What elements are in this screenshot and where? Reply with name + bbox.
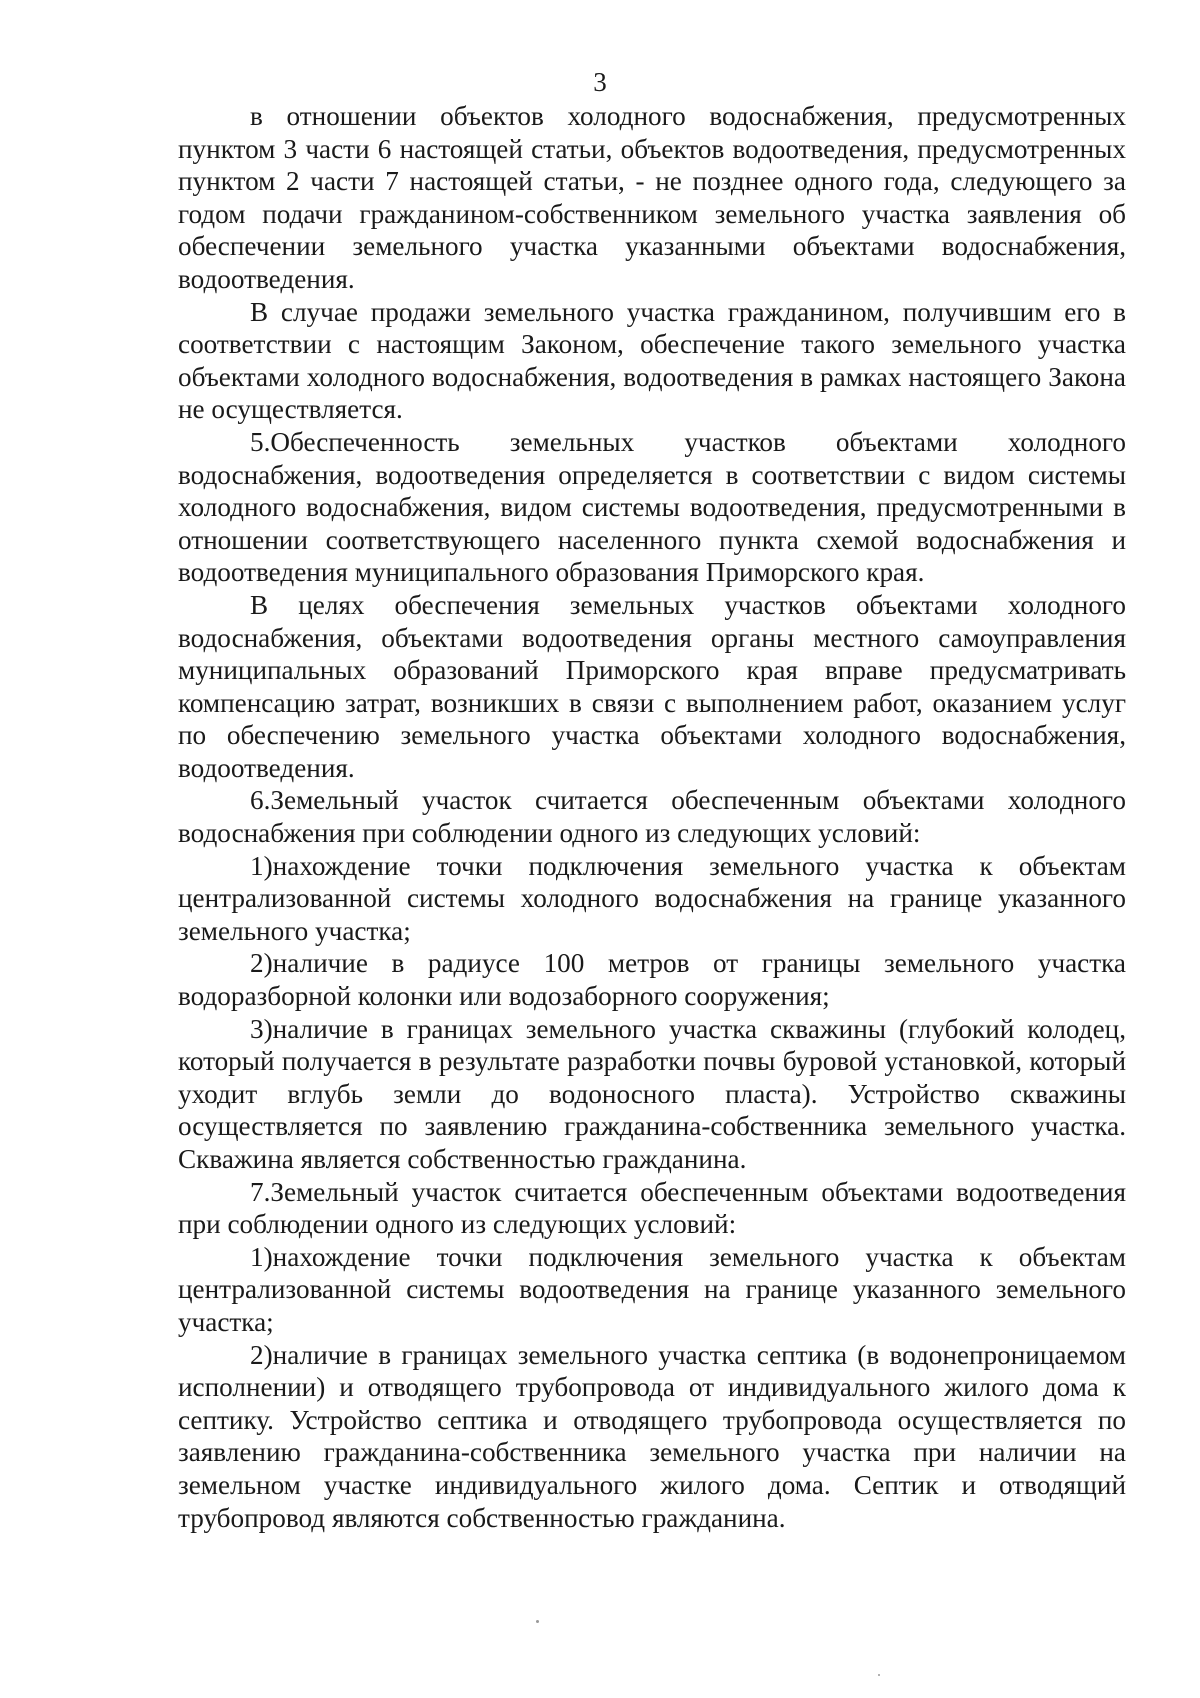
paragraph-clause-6: 6.Земельный участок считается обеспеченным объектами холодного водоснабжения при соблюдении одного из следующих условий: (178, 785, 1126, 849)
paragraph-clause-6-item-2: 2)наличие в радиусе 100 метров от границы земельного участка водоразборной колонки или водозаборного сооружения; (178, 948, 1126, 1012)
paragraph-clause-5: 5.Обеспеченность земельных участков объектами холодного водоснабжения, водоотведения определяется в соответствии с видом системы холодного водоснабжения, видом системы водоотведения, предусмотренными в отношении соответствующего населенного пункта схемой водоснабжения и водоотведения муниципального образования Приморского края. (178, 426, 1126, 588)
paragraph-clause-7-item-1: 1)нахождение точки подключения земельного участка к объектам централизованной системы водоотведения на границе указанного земельного участка; (178, 1241, 1126, 1337)
paragraph-clause-7: 7.Земельный участок считается обеспеченным объектами водоотведения при соблюдении одного из следующих условий: (178, 1176, 1126, 1240)
scan-speck (878, 1674, 880, 1676)
document-body (178, 100, 1126, 1534)
page-number: 3 (593, 67, 607, 97)
paragraph-sale-exception: В случае продажи земельного участка гражданином, получившим его в соответствии с настоящим Законом, обеспечение такого земельного участка объектами холодного водоснабжения, водоотведения в рамках настоящего Закона не осуществляется. (178, 296, 1126, 425)
paragraph-clause-6-item-3: 3)наличие в границах земельного участка скважины (глубокий колодец, который получается в результате разработки почвы буровой установкой, который уходит вглубь земли до водоносного пласта). Устройство скважины осуществляется по заявлению гражданина-собственника земельного участка. Скважина является собственностью гражданина. (178, 1013, 1126, 1174)
scan-speck (536, 1620, 539, 1623)
paragraph-compensation: В целях обеспечения земельных участков объектами холодного водоснабжения, объектами водоотведения органы местного самоуправления муниципальных образований Приморского края вправе предусматривать компенсацию затрат, возникших в связи с выполнением работ, оказанием услуг по обеспечению земельного участка объектами холодного водоснабжения, водоотведения. (178, 589, 1126, 783)
paragraph-continuation: в отношении объектов холодного водоснабжения, предусмотренных пунктом 3 части 6 настоящей статьи, объектов водоотведения, предусмотренных пунктом 2 части 7 настоящей статьи, - не позднее одного года, следующего за годом подачи гражданином-собственником земельного участка заявления об обеспечении земельного участка указанными объектами водоснабжения, водоотведения. (178, 101, 1126, 294)
paragraph-clause-7-item-2: 2)наличие в границах земельного участка септика (в водонепроницаемом исполнении) и отводящего трубопровода от индивидуального жилого дома к септику. Устройство септика и отводящего трубопровода осуществляется по заявлению гражданина-собственника земельного участка при наличии на земельном участке индивидуального жилого дома. Септик и отводящий трубопровод являются собственностью гражданина. (178, 1339, 1126, 1533)
paragraph-clause-6-item-1: 1)нахождение точки подключения земельного участка к объектам централизованной системы холодного водоснабжения на границе указанного земельного участка; (178, 850, 1126, 946)
